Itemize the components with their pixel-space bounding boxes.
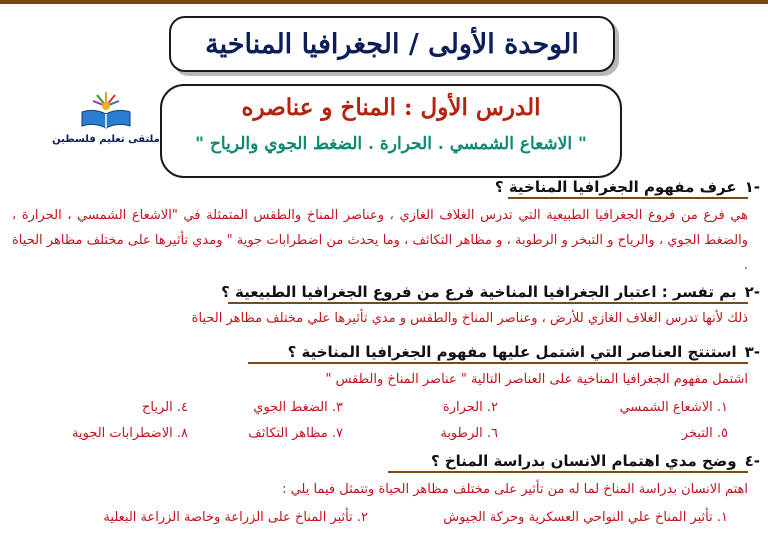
question-number: -١ bbox=[744, 178, 760, 196]
question-text: عرف مفهوم الجغرافيا المناخية ؟ bbox=[494, 178, 737, 196]
question-text: وضح مدي اهتمام الانسان بدراسة المناخ ؟ bbox=[430, 452, 737, 470]
answer-paragraph: هي فرع من فروع الجغرافيا الطبيعية التي تدرس الغلاف الغازي ، وعناصر المناخ والطقس المتمثلة في "الاشعاع الشمسي ، الحرارة ، والضغط الجوي ، والرياح و التبخر و الرطوبة ، و مظاهر التكاثف ، وما يحدث من اضطرابات جوية " ومدي تأثيرها على مختلف مظاهر الحياة . bbox=[12, 208, 748, 273]
question-number: -٣ bbox=[744, 343, 760, 361]
book-logo-icon bbox=[52, 90, 160, 136]
top-border-bar bbox=[0, 0, 768, 4]
list-item: ٥. التبخر bbox=[681, 426, 728, 441]
list-item: ١. تأثير المناخ علي النواحي العسكرية وحركة الجيوش bbox=[443, 510, 728, 525]
answer-line: ذلك لأنها تدرس الغلاف الغازي للأرض ، وعناصر المناخ والطقس و مدي تأثيرها علي مختلف مظاهر الحياة bbox=[191, 311, 748, 326]
list-item: ٧. مظاهر التكاثف bbox=[248, 426, 343, 441]
list-item: ٢. تأثير المناخ على الزراعة وخاصة الزراعة البعلية bbox=[103, 510, 368, 525]
question-text: استنتج العناصر التي اشتمل عليها مفهوم الجغرافيا المناخية ؟ bbox=[287, 343, 737, 361]
lesson-subtitle: " الاشعاع الشمسي . الحرارة . الضغط الجوي والرياح " bbox=[195, 134, 587, 154]
question-2 bbox=[4, 283, 760, 301]
answer-line: اشتمل مفهوم الجغرافيا المناخية على العناصر التالية " عناصر المناخ والطقس " bbox=[325, 372, 748, 387]
lesson-title: الدرس الأول : المناخ و عناصره bbox=[241, 94, 541, 121]
list-item: ٤. الرياح bbox=[142, 400, 188, 415]
question-text: بم تفسر : اعتبار الجغرافيا المناخية فرع من فروع الجغرافيا الطبيعية ؟ bbox=[221, 283, 737, 301]
question-underline bbox=[388, 471, 748, 473]
question-1 bbox=[4, 178, 760, 196]
list-item: ٣. الضغط الجوي bbox=[253, 400, 343, 415]
logo-text: ملتقى تعليم فلسطين bbox=[52, 134, 160, 145]
question-3 bbox=[4, 343, 760, 361]
question-number: -٢ bbox=[744, 283, 760, 301]
list-item: ٨. الاضطرابات الجوية bbox=[72, 426, 188, 441]
lesson-box bbox=[160, 84, 622, 178]
question-underline bbox=[248, 362, 748, 364]
unit-title: الوحدة الأولى / الجغرافيا المناخية bbox=[169, 16, 615, 72]
list-item: ٢. الحرارة bbox=[442, 400, 498, 415]
question-underline bbox=[508, 197, 748, 199]
list-item: ١. الاشعاع الشمسي bbox=[619, 400, 728, 415]
list-item: ٦. الرطوبة bbox=[440, 426, 498, 441]
answer-line: اهتم الانسان بدراسة المناخ لما له من تأثير على مختلف مظاهر الحياة وتتمثل فيما يلي : bbox=[282, 482, 748, 497]
question-underline bbox=[228, 302, 748, 304]
question-number: -٤ bbox=[744, 452, 760, 470]
site-logo bbox=[52, 90, 160, 152]
question-4 bbox=[4, 452, 760, 470]
